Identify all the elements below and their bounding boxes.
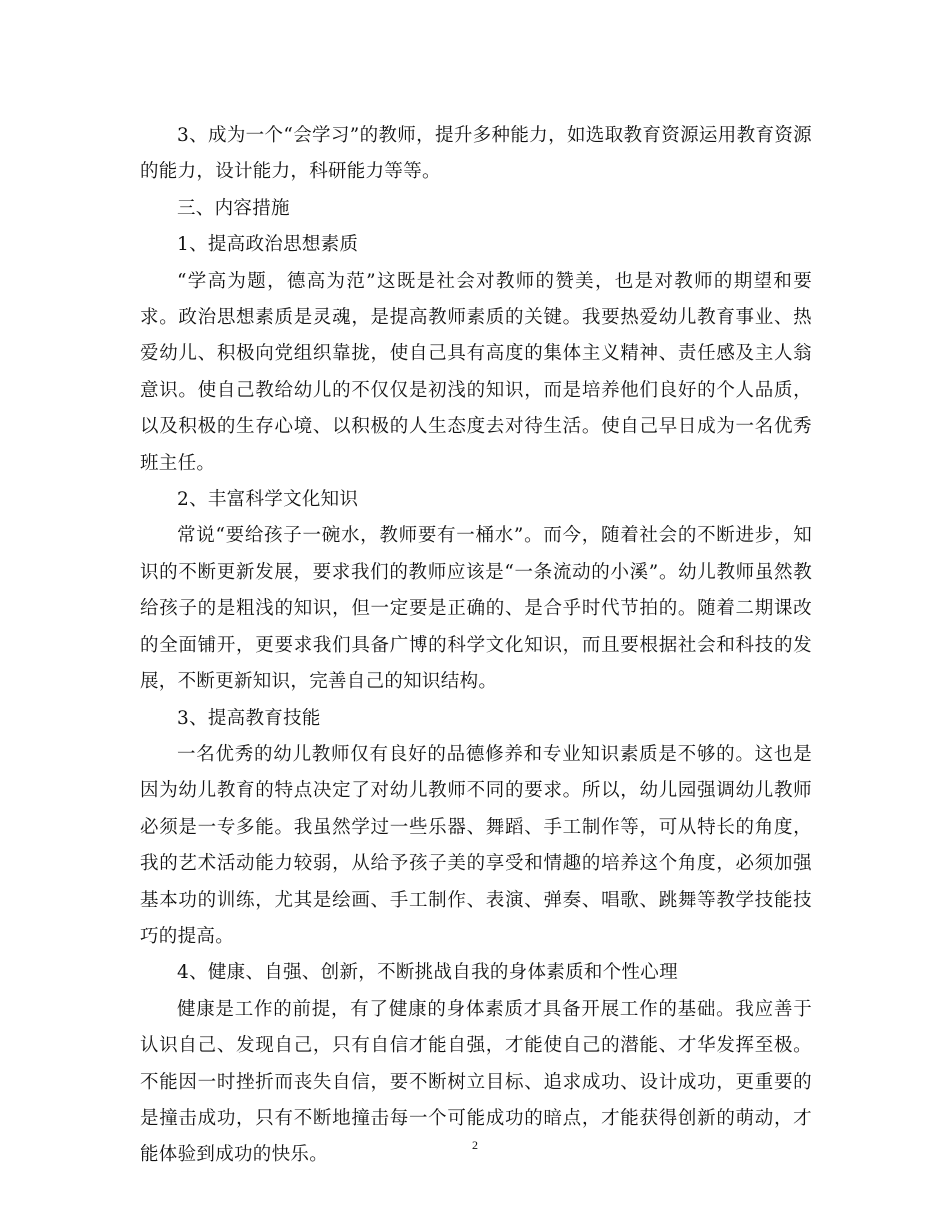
paragraph-science-knowledge: 常说“要给孩子一碗水，教师要有一桶水”。而今，随着社会的不断进步，知识的不断更新发展，要求我们的教师应该是“一条流动的小溪”。幼儿教师虽然教给孩子的是粗浅的知识，但一定要是正确的、是合乎时代节拍的。随着二期课改的全面铺开，更要求我们具备广博的科学文化知识，而且要根据社会和科技的发展，不断更新知识，完善自己的知识结构。 — [140, 525, 812, 693]
paragraph-teaching-skills: 一名优秀的幼儿教师仅有良好的品德修养和专业知识素质是不够的。这也是因为幼儿教育的特点决定了对幼儿教师不同的要求。所以，幼儿园强调幼儿教师必须是一专多能。我虽然学过一些乐器、舞蹈、手工制作等，可从特长的角度，我的艺术活动能力较弱，从给予孩子美的享受和情趣的培养这个角度，必须加强基本功的训练，尤其是绘画、手工制作、表演、弹奏、唱歌、跳舞等教学技能技巧的提高。 — [140, 743, 812, 947]
subheading-political-quality: 1、提高政治思想素质 — [177, 234, 359, 256]
paragraph-political-quality: “学高为题，德高为范”这既是社会对教师的赞美，也是对教师的期望和要求。政治思想素质是灵魂，是提高教师素质的关键。我要热爱幼儿教育事业、热爱幼儿、积极向党组织靠拢，使自己具有高度的集体主义精神、责任感及主人翁意识。使自己教给幼儿的不仅仅是初浅的知识，而是培养他们良好的个人品质，以及积极的生存心境、以积极的人生态度去对待生活。使自己早日成为一名优秀班主任。 — [140, 270, 812, 474]
subheading-science-knowledge: 2、丰富科学文化知识 — [177, 489, 359, 511]
subheading-teaching-skills: 3、提高教育技能 — [177, 707, 321, 729]
document-body — [140, 118, 812, 1174]
paragraph-health-innovation: 健康是工作的前提，有了健康的身体素质才具备开展工作的基础。我应善于认识自己、发现自己，只有自信才能自强，才能使自己的潜能、才华发挥至极。不能因一时挫折而丧失自信，要不断树立目标、追求成功、设计成功，更重要的是撞击成功，只有不断地撞击每一个可能成功的暗点，才能获得创新的萌动，才能体验到成功的快乐。 — [140, 998, 812, 1166]
subheading-health-innovation: 4、健康、自强、创新，不断挑战自我的身体素质和个性心理 — [177, 962, 678, 984]
section-heading-measures: 三、内容措施 — [177, 197, 290, 219]
page-number: 2 — [472, 1138, 478, 1152]
paragraph-learning-teacher: 3、成为一个“会学习”的教师，提升多种能力，如选取教育资源运用教育资源的能力，设计能力，科研能力等等。 — [140, 125, 812, 183]
